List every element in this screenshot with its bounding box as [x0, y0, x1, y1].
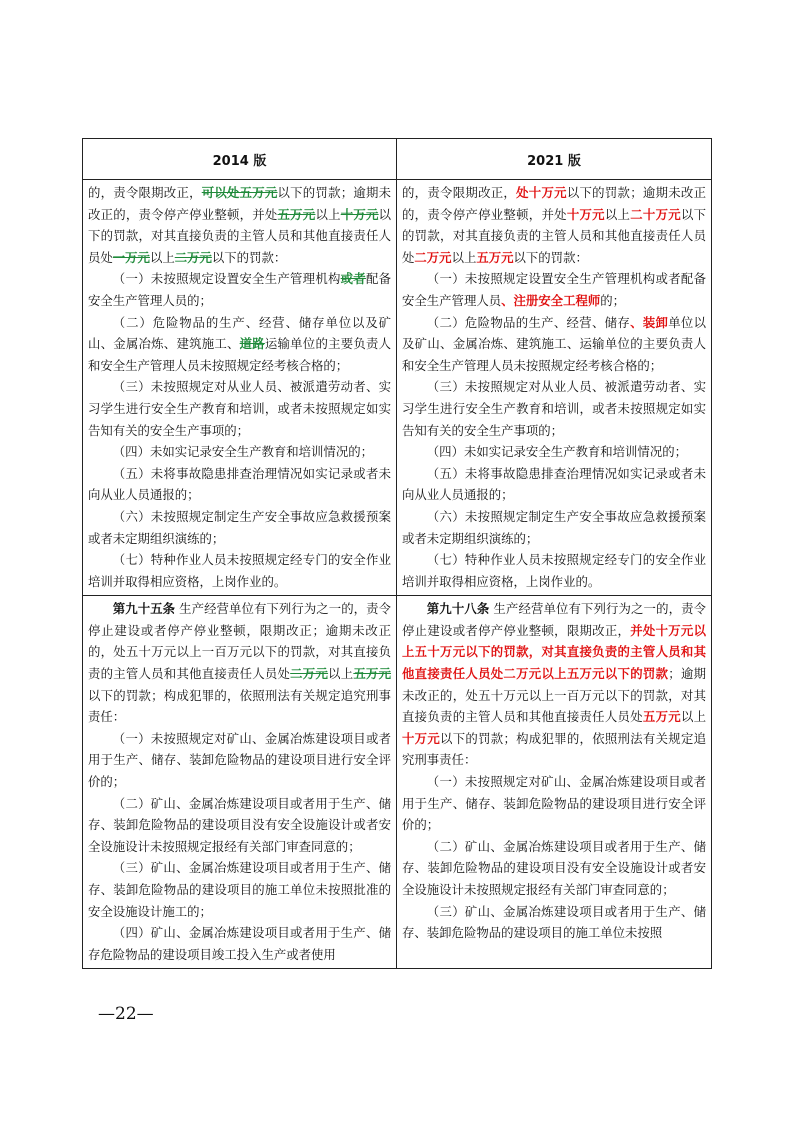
deleted-text: 道路: [239, 336, 265, 352]
text: 以下的罚款：: [211, 249, 287, 265]
added-text: 五万元: [642, 709, 681, 725]
text: 以上: [680, 709, 707, 725]
text: 的；: [600, 292, 626, 308]
deleted-text: 可以处五万元: [201, 185, 278, 200]
cell-2014-art95: [83, 596, 397, 969]
text: 以下的罚款，对其直接负责的主管人员和其他直接责任人员处: [402, 206, 707, 265]
header-2014: 2014 版: [83, 139, 397, 180]
paragraph: [402, 312, 706, 377]
paragraph: （四）未如实记录安全生产教育和培训情况的；: [112, 444, 373, 460]
paragraph: （四）矿山、金属冶炼建设项目或者用于生产、储存危险物品的建设项目竣工投入生产或者使用: [88, 925, 391, 962]
deleted-text: 十万元: [340, 206, 379, 222]
paragraph: （七）特种作业人员未按照规定经专门的安全作业培训并取得相应资格，上岗作业的。: [88, 552, 391, 589]
article-number: 第九十五条: [112, 601, 176, 617]
text: 生产经营单位有下列行为之一的，责令停止建设或者停产停业整顿，限期改正，: [402, 601, 706, 638]
article-number: 第九十八条: [426, 601, 490, 617]
added-text: 、装卸: [630, 314, 669, 330]
comparison-table: [82, 138, 712, 969]
added-text: 十万元: [402, 730, 441, 746]
text: 以下的罚款；逾期未改正的，责令停产停业整顿，并处: [402, 185, 707, 222]
text: 生产经营单位有下列行为之一的，责令停止建设或者停产停业整顿，限期改正；逾期未改正的，处五十万元以上一百万元以下的罚款，对其直接负责的主管人员和其他直接责任人员处: [88, 601, 392, 682]
text: 以下的罚款：: [513, 249, 588, 265]
deleted-text: 二万元: [290, 666, 329, 682]
text: 单位以及矿山、金属冶炼、建筑施工、运输单位的主要负责人和安全生产管理人员未按照规定经考核合格的；: [402, 314, 707, 373]
paragraph: [88, 312, 391, 377]
header-2021: 2021 版: [397, 139, 712, 180]
cell-2021-art98: [397, 596, 712, 969]
deleted-text: 五万元: [277, 206, 316, 222]
paragraph: [88, 182, 391, 268]
text: 以下的罚款，对其直接负责的主管人员和其他直接责任人员处: [88, 206, 392, 265]
text: 以下的罚款；逾期未改正的，责令停产停业整顿，并处: [88, 185, 392, 222]
paragraph: [402, 598, 706, 771]
paragraph: （六）未按照规定制定生产安全事故应急救援预案或者未定期组织演练的；: [402, 508, 706, 546]
text: 以上: [328, 666, 354, 682]
added-text: 十万元: [566, 206, 605, 222]
paragraph: （五）未将事故隐患排查治理情况如实记录或者未向从业人员通报的；: [88, 465, 391, 503]
text: 以下的罚款；构成犯罪的，依照刑法有关规定追究刑事责任：: [88, 687, 391, 725]
text: 以上: [315, 206, 341, 222]
deleted-text: 一万元: [112, 249, 150, 265]
paragraph: （三）未按照规定对从业人员、被派遣劳动者、实习学生进行安全生产教育和培训，或者未按照规定如实告知有关的安全生产事项的；: [402, 379, 706, 438]
paragraph: （六）未按照规定制定生产安全事故应急救援预案或者未定期组织演练的；: [88, 508, 391, 546]
text: （一）未按照规定设置安全生产管理机构或者配备安全生产管理人员: [402, 271, 706, 308]
paragraph: [88, 598, 391, 728]
text: （二）危险物品的生产、经营、储存单位以及矿山、金属冶炼、建筑施工、: [88, 314, 391, 352]
added-text: 二十万元: [630, 206, 681, 222]
paragraph: （二）矿山、金属冶炼建设项目或者用于生产、储存、装卸危险物品的建设项目没有安全设施设计或者安全设施设计未按照规定报经有关部门审查同意的；: [402, 838, 706, 897]
text: 以上: [149, 249, 175, 265]
cell-2014-art94: [83, 180, 397, 596]
header-row: [83, 139, 712, 180]
deleted-text: 二万元: [174, 249, 212, 265]
table-row: [83, 180, 712, 596]
text: 以上: [451, 249, 477, 265]
paragraph: （一）未按照规定对矿山、金属冶炼建设项目或者用于生产、储存、装卸危险物品的建设项目进行安全评价的；: [402, 774, 706, 833]
added-text: 、注册安全工程师: [501, 292, 601, 308]
paragraph: [88, 268, 391, 311]
deleted-text: 或者: [340, 271, 366, 287]
paragraph: （三）矿山、金属冶炼建设项目或者用于生产、储存、装卸危险物品的建设项目的施工单位未按照批准的安全设施设计施工的；: [88, 860, 391, 919]
paragraph: （七）特种作业人员未按照规定经专门的安全作业培训并取得相应资格，上岗作业的。: [402, 552, 706, 589]
text: （一）未按照规定设置安全生产管理机构: [112, 271, 341, 287]
text: 的，责令限期改正，: [402, 185, 517, 200]
text: 的，责令限期改正，: [88, 185, 202, 200]
added-text: 二万元: [414, 249, 452, 265]
page-number: —22—: [98, 1004, 154, 1024]
paragraph: （二）矿山、金属冶炼建设项目或者用于生产、储存、装卸危险物品的建设项目没有安全设施设计或者安全设施设计未按照规定报经有关部门审查同意的；: [88, 795, 391, 854]
added-text: 五万元: [476, 249, 514, 265]
paragraph: （三）矿山、金属冶炼建设项目或者用于生产、储存、装卸危险物品的建设项目的施工单位未按照: [402, 903, 706, 941]
added-text: 处十万元: [516, 185, 567, 200]
paragraph: [402, 182, 706, 268]
text: ；逾期未改正的，处五十万元以上一百万元以下的罚款，对其直接负责的主管人员和其他直接责任人员处: [402, 666, 707, 725]
text: （二）危险物品的生产、经营、储存: [426, 314, 631, 330]
cell-2021-art97: [397, 180, 712, 596]
text: 配备安全生产管理人员的；: [88, 271, 392, 308]
text: 以上: [604, 206, 631, 222]
paragraph: （三）未按照规定对从业人员、被派遣劳动者、实习学生进行安全生产教育和培训，或者未按照规定如实告知有关的安全生产事项的；: [88, 379, 391, 438]
paragraph: （一）未按照规定对矿山、金属冶炼建设项目或者用于生产、储存、装卸危险物品的建设项目进行安全评价的；: [88, 730, 391, 790]
paragraph: [402, 268, 706, 311]
text: 运输单位的主要负责人和安全生产管理人员未按照规定经考核合格的；: [88, 336, 392, 373]
table-row: [83, 596, 712, 969]
paragraph: （四）未如实记录安全生产教育和培训情况的；: [426, 444, 687, 460]
paragraph: （五）未将事故隐患排查治理情况如实记录或者未向从业人员通报的；: [402, 465, 706, 503]
text: 以下的罚款；构成犯罪的，依照刑法有关规定追究刑事责任：: [402, 730, 707, 768]
added-text: 并处十万元以上五十万元以下的罚款，对其直接负责的主管人员和其他直接责任人员处二万元以上五万元以下的罚款: [402, 622, 707, 682]
deleted-text: 五万元: [353, 666, 392, 682]
